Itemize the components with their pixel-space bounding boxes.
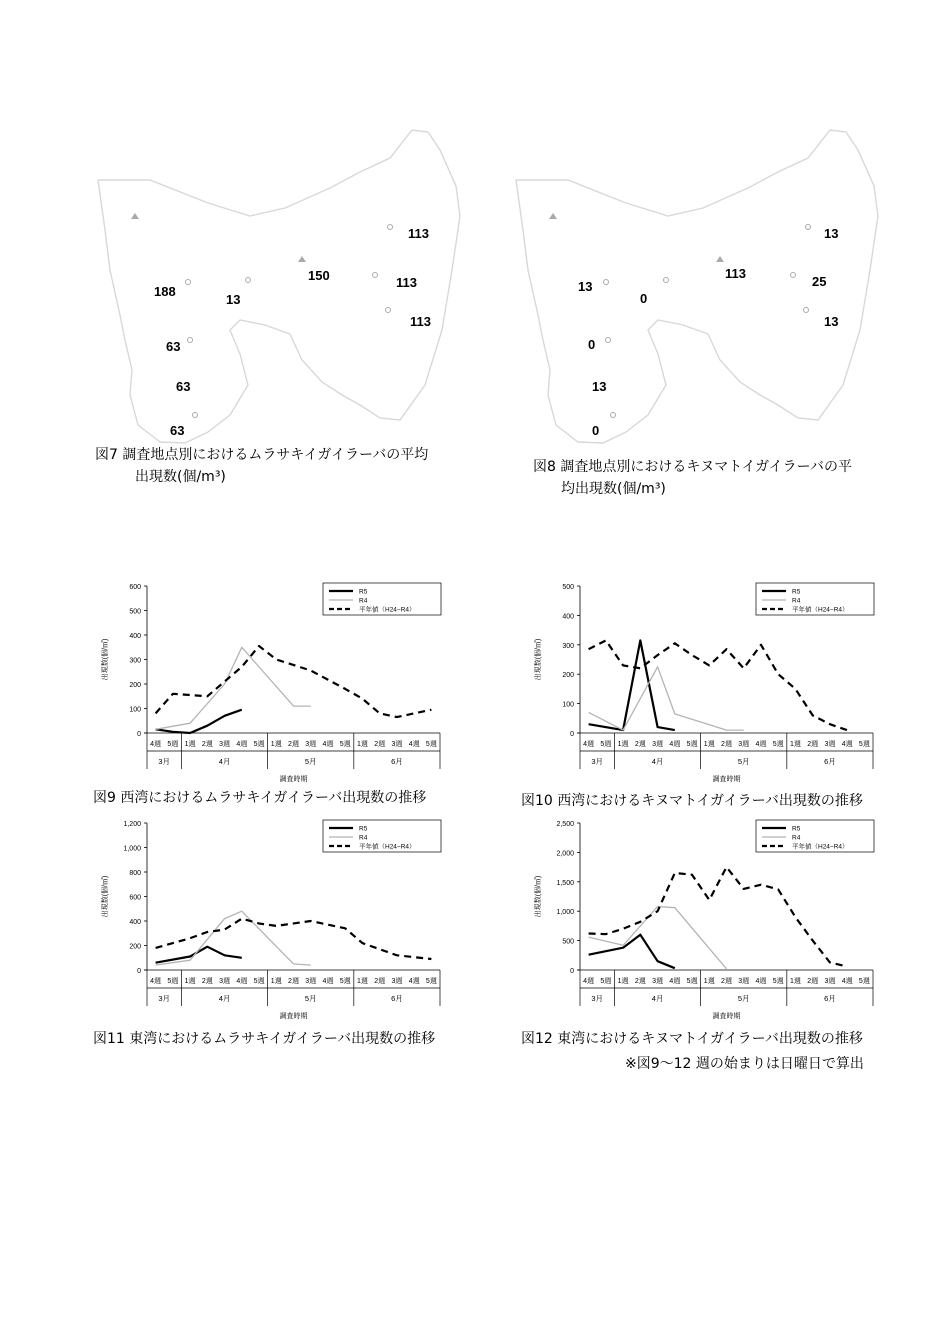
legend-label: R4 — [359, 597, 368, 605]
map-7-label: 113 — [396, 275, 417, 290]
x-tick-label: 4週 — [583, 978, 595, 985]
x-tick-label: 2週 — [201, 978, 213, 985]
footnote: ※図9～12 週の始まりは日曜日で算出 — [625, 1056, 864, 1072]
legend-label: R4 — [792, 834, 801, 842]
x-tick-label: 4週 — [583, 741, 595, 748]
y-axis-label: 出現数(個/㎥) — [102, 638, 109, 681]
legend-label: R4 — [792, 597, 801, 605]
map-7-label: 63 — [176, 379, 191, 394]
x-tick-label: 2週 — [201, 741, 213, 748]
x-tick-label: 5週 — [425, 741, 437, 748]
x-tick-label: 2週 — [374, 741, 386, 748]
chart-12-caption: 図12 東湾におけるキヌマトイガイラーバ出現数の推移 — [521, 1031, 863, 1047]
y-tick-label: 200 — [562, 672, 574, 680]
x-tick-label: 3週 — [738, 978, 750, 985]
map-7-label: 63 — [170, 423, 185, 438]
x-tick-label: 1週 — [356, 741, 368, 748]
chart-10-caption: 図10 西湾におけるキヌマトイガイラーバ出現数の推移 — [521, 793, 863, 809]
x-tick-label: 2週 — [634, 978, 646, 985]
y-tick-label: 0 — [137, 968, 141, 975]
map-7-caption-line2: 出現数(個/m³) — [135, 469, 226, 485]
y-tick-label: 0 — [570, 731, 574, 738]
y-tick-label: 2,000 — [556, 850, 574, 858]
map-7-label: 188 — [154, 284, 176, 299]
month-label: 3月 — [158, 757, 171, 766]
month-label: 5月 — [304, 757, 317, 766]
month-label: 4月 — [651, 994, 664, 1003]
x-tick-label: 2週 — [721, 978, 732, 985]
series-line-2 — [589, 667, 744, 730]
chart-12-svg — [528, 815, 888, 1020]
y-tick-label: 800 — [129, 870, 141, 877]
month-label: 5月 — [737, 994, 750, 1003]
x-tick-label: 1週 — [703, 741, 715, 748]
map-8-label: 0 — [640, 291, 648, 306]
x-tick-label: 2週 — [807, 978, 819, 985]
month-label: 6月 — [391, 757, 403, 766]
map-8-caption — [533, 456, 852, 500]
x-tick-label: 1週 — [356, 978, 368, 985]
legend-label: R5 — [359, 588, 368, 596]
chart-figure-11 — [95, 815, 455, 1020]
y-tick-label: 100 — [129, 706, 141, 714]
y-tick-label: 1,200 — [123, 821, 141, 828]
y-tick-label: 2,500 — [556, 821, 574, 828]
month-label: 6月 — [391, 994, 403, 1003]
y-tick-label: 400 — [129, 919, 141, 926]
y-tick-label: 500 — [129, 608, 141, 616]
map-7-label: 113 — [408, 226, 429, 241]
chart-figure-12 — [528, 815, 888, 1020]
x-tick-label: 3週 — [219, 978, 231, 985]
legend-label: R5 — [359, 825, 368, 833]
x-tick-label: 3週 — [391, 978, 403, 985]
map-8-label: 0 — [592, 423, 600, 438]
x-axis-label: 調査時期 — [712, 776, 741, 783]
x-tick-label: 1週 — [184, 978, 196, 985]
legend-label: 平年値（H24−R4） — [359, 606, 416, 614]
x-tick-label: 5週 — [858, 741, 870, 748]
y-tick-label: 500 — [562, 584, 574, 591]
x-tick-label: 1週 — [789, 978, 801, 985]
map-figure-8 — [508, 120, 898, 450]
x-tick-label: 3週 — [652, 741, 664, 748]
map-8-label: 25 — [812, 274, 827, 289]
y-tick-label: 0 — [570, 968, 574, 975]
x-tick-label: 4週 — [841, 978, 853, 985]
map-8-caption-line1: 図8 調査地点別におけるキヌマトイガイラーバの平 — [533, 459, 852, 475]
x-tick-label: 5週 — [600, 978, 612, 985]
y-tick-label: 400 — [129, 633, 141, 640]
x-tick-label: 4週 — [150, 978, 162, 985]
map-8-label: 113 — [725, 266, 746, 281]
map-7-caption — [95, 444, 428, 488]
x-axis-label: 調査時期 — [712, 1013, 741, 1020]
y-tick-label: 300 — [129, 657, 141, 665]
x-tick-label: 5週 — [253, 741, 265, 748]
x-tick-label: 1週 — [270, 741, 282, 748]
legend-label: R4 — [359, 834, 368, 842]
map-8-caption-line2: 均出現数(個/m³) — [561, 481, 666, 497]
x-tick-label: 4週 — [408, 741, 420, 748]
legend-label: 平年値（H24−R4） — [359, 843, 416, 851]
x-tick-label: 5週 — [686, 978, 698, 985]
y-tick-label: 600 — [129, 894, 141, 902]
month-label: 5月 — [737, 757, 750, 766]
map-7-caption-line1: 図7 調査地点別におけるムラサキイガイラーバの平均 — [95, 447, 429, 463]
legend-label: 平年値（H24−R4） — [792, 606, 849, 614]
x-tick-label: 1週 — [184, 741, 196, 748]
month-label: 5月 — [304, 994, 317, 1003]
y-tick-label: 200 — [129, 943, 141, 951]
x-tick-label: 3週 — [824, 978, 836, 985]
x-tick-label: 3週 — [652, 978, 664, 985]
x-tick-label: 4週 — [322, 741, 334, 748]
chart-figure-10 — [528, 578, 888, 783]
legend-label: 平年値（H24−R4） — [792, 843, 849, 851]
x-tick-label: 5週 — [167, 978, 179, 985]
y-tick-label: 1,000 — [556, 909, 574, 917]
x-tick-label: 2週 — [721, 741, 732, 748]
x-tick-label: 3週 — [305, 741, 317, 748]
x-tick-label: 1週 — [617, 978, 629, 985]
x-tick-label: 5週 — [339, 741, 351, 748]
x-tick-label: 5週 — [772, 978, 784, 985]
y-tick-label: 500 — [562, 938, 574, 946]
map-7-label: 63 — [166, 339, 181, 354]
y-tick-label: 100 — [562, 701, 574, 709]
x-tick-label: 2週 — [288, 741, 299, 748]
y-tick-label: 600 — [129, 584, 141, 591]
x-tick-label: 1週 — [789, 741, 801, 748]
x-tick-label: 2週 — [634, 741, 646, 748]
x-axis-label: 調査時期 — [279, 1013, 308, 1020]
month-label: 4月 — [218, 757, 231, 766]
x-tick-label: 5週 — [600, 741, 612, 748]
x-tick-label: 5週 — [686, 741, 698, 748]
chart-10-svg — [528, 578, 888, 783]
x-tick-label: 4週 — [408, 978, 420, 985]
x-tick-label: 3週 — [391, 741, 403, 748]
month-label: 6月 — [824, 994, 836, 1003]
x-tick-label: 1週 — [270, 978, 282, 985]
y-tick-label: 200 — [129, 682, 141, 689]
y-tick-label: 0 — [137, 731, 141, 738]
x-tick-label: 3週 — [738, 741, 750, 748]
x-tick-label: 4週 — [236, 978, 248, 985]
chart-9-caption: 図9 西湾におけるムラサキイガイラーバ出現数の推移 — [93, 790, 427, 806]
chart-9-svg — [95, 578, 455, 783]
x-tick-label: 1週 — [617, 741, 629, 748]
x-tick-label: 1週 — [703, 978, 715, 985]
map-figure-7 — [90, 120, 480, 450]
map-8-outline — [508, 120, 898, 450]
x-tick-label: 3週 — [824, 741, 836, 748]
month-label: 4月 — [651, 757, 664, 766]
x-tick-label: 3週 — [219, 741, 231, 748]
map-8-label: 13 — [578, 279, 593, 294]
x-tick-label: 5週 — [858, 978, 870, 985]
legend-label: R5 — [792, 588, 801, 596]
x-tick-label: 5週 — [772, 741, 784, 748]
map-7-label: 13 — [226, 292, 241, 307]
y-axis-label: 出現数(個/㎥) — [535, 875, 542, 918]
map-8-label: 13 — [592, 379, 607, 394]
series-line-3 — [589, 640, 848, 730]
series-line-3 — [589, 867, 848, 966]
y-tick-label: 1,500 — [556, 879, 574, 887]
map-7-label: 113 — [410, 314, 431, 329]
x-tick-label: 5週 — [167, 741, 179, 748]
month-label: 4月 — [218, 994, 231, 1003]
x-tick-label: 5週 — [425, 978, 437, 985]
x-tick-label: 2週 — [807, 741, 819, 748]
series-line-1 — [589, 640, 675, 730]
y-tick-label: 1,000 — [123, 845, 141, 853]
map-8-label: 13 — [824, 314, 839, 329]
y-tick-label: 300 — [562, 642, 574, 650]
x-axis-label: 調査時期 — [279, 776, 308, 783]
x-tick-label: 4週 — [755, 741, 767, 748]
month-label: 6月 — [824, 757, 836, 766]
map-8-label: 0 — [588, 337, 596, 352]
chart-11-caption: 図11 東湾におけるムラサキイガイラーバ出現数の推移 — [93, 1031, 436, 1047]
x-tick-label: 5週 — [253, 978, 265, 985]
series-line-2 — [156, 647, 311, 729]
x-tick-label: 4週 — [236, 741, 248, 748]
chart-11-svg — [95, 815, 455, 1020]
x-tick-label: 4週 — [322, 978, 334, 985]
x-tick-label: 4週 — [755, 978, 767, 985]
month-label: 3月 — [591, 994, 604, 1003]
x-tick-label: 2週 — [288, 978, 299, 985]
x-tick-label: 5週 — [339, 978, 351, 985]
x-tick-label: 3週 — [305, 978, 317, 985]
legend-label: R5 — [792, 825, 801, 833]
x-tick-label: 4週 — [669, 741, 681, 748]
x-tick-label: 2週 — [374, 978, 386, 985]
y-axis-label: 出現数(個/㎥) — [102, 875, 109, 918]
month-label: 3月 — [158, 994, 171, 1003]
map-7-label: 150 — [308, 268, 330, 283]
chart-figure-9 — [95, 578, 455, 783]
map-7-outline — [90, 120, 480, 450]
x-tick-label: 4週 — [841, 741, 853, 748]
x-tick-label: 4週 — [669, 978, 681, 985]
y-tick-label: 400 — [562, 613, 574, 621]
x-tick-label: 4週 — [150, 741, 162, 748]
y-axis-label: 出現数(個/㎥) — [535, 638, 542, 681]
month-label: 3月 — [591, 757, 604, 766]
map-8-label: 13 — [824, 226, 839, 241]
